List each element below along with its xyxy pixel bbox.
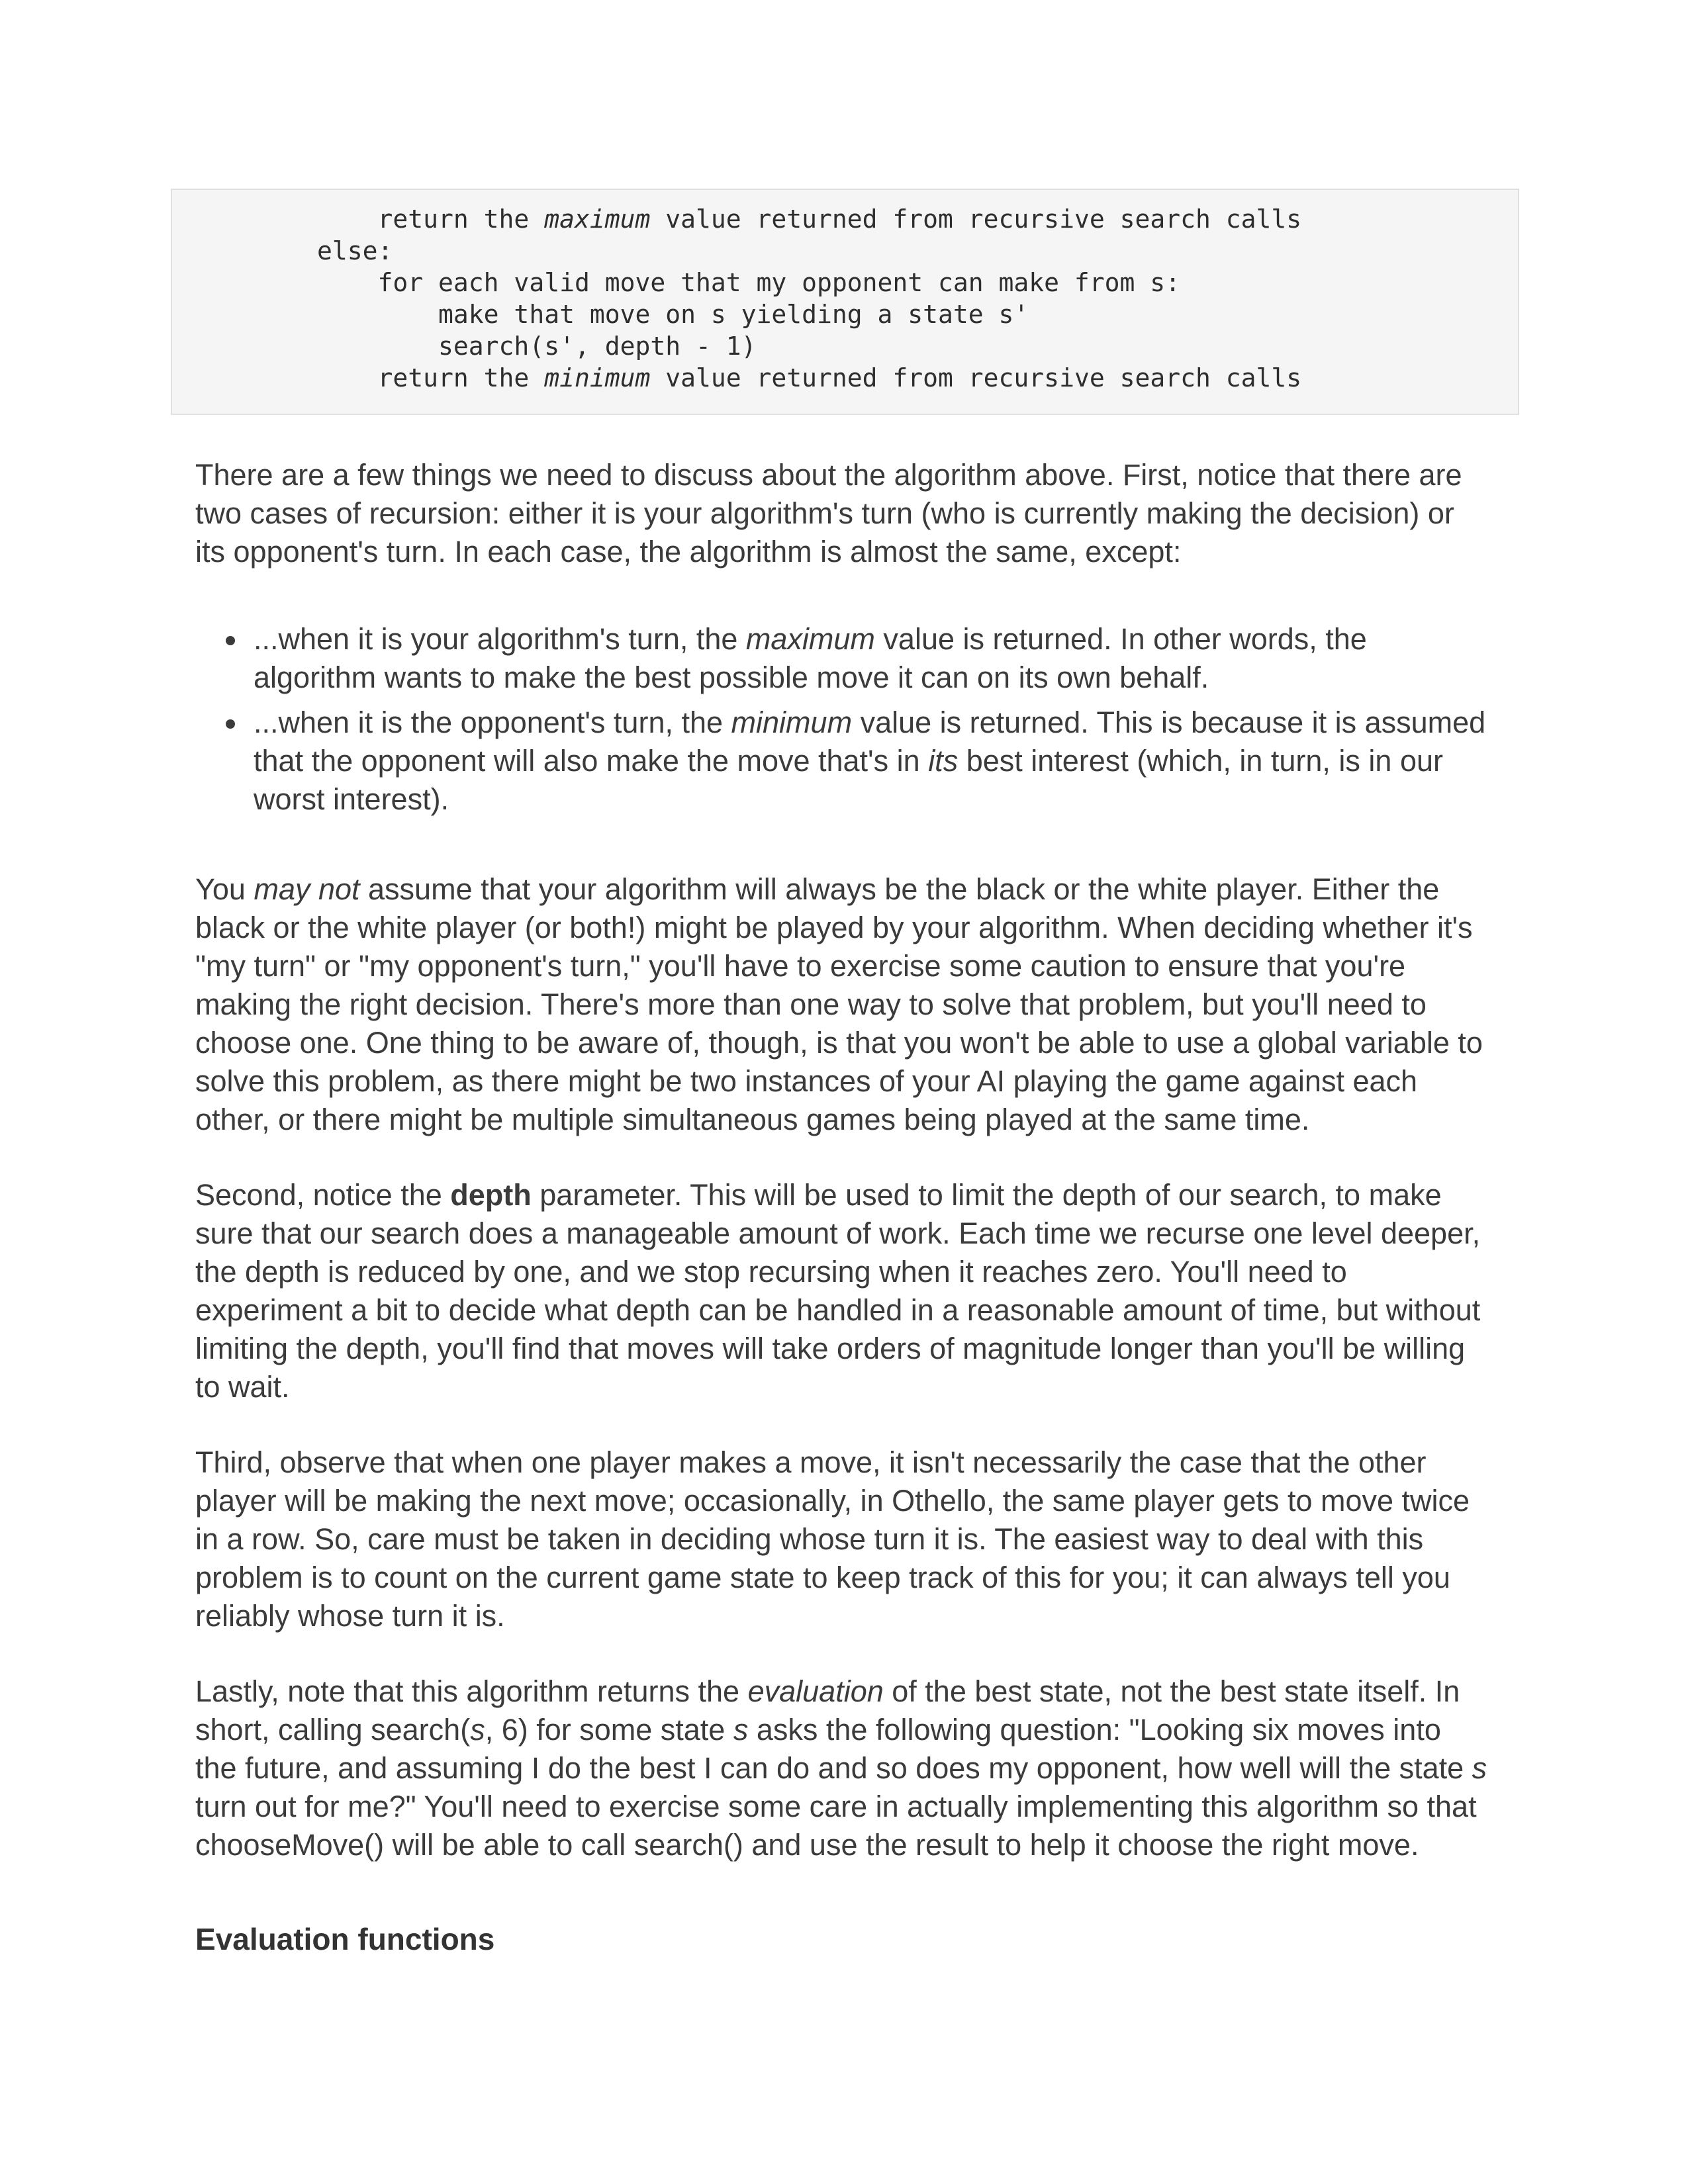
- paragraph-may-not: You may not assume that your algorithm will always be the black or the white player. Either the black or the white player (or both!) might be played by your algorithm. When deciding whether it's "my turn" or "my opponent's turn," you'll have to exercise some caution to ensure that you're making the right decision. There's more than one way to solve that problem, but you'll need to choose one. One thing to be aware of, though, is that you won't be able to use a global variable to solve this problem, as there might be two instances of your AI playing the game against each other, or there might be multiple simultaneous games being played at the same time.: [195, 872, 1483, 1136]
- section-heading-evaluation-functions: Evaluation functions: [195, 1922, 495, 1956]
- code-line: search(s', depth - 1): [196, 332, 757, 361]
- code-line: for each valid move that my opponent can make from s:: [196, 268, 1181, 297]
- code-line: make that move on s yielding a state s': [196, 300, 1029, 329]
- bullet-list: [195, 620, 1489, 819]
- code-line: return the maximum value returned from recursive search calls: [196, 205, 1302, 234]
- paragraph-third: Third, observe that when one player makes a move, it isn't necessarily the case that the other player will be making the next move; occasionally, in Othello, the same player gets to move twice in a row. So, care must be taken in deciding whose turn it is. The easiest way to deal with this problem is to count on the current game state to keep track of this for you; it can always tell you reliably whose turn it is.: [195, 1445, 1470, 1633]
- paragraph-lastly: Lastly, note that this algorithm returns the evaluation of the best state, not the best state itself. In short, calling search(s, 6) for some state s asks the following question: "Looking six moves into the future, and assuming I do the best I can do and so does my opponent, how well will the state s turn out for me?" You'll need to exercise some care in actually implementing this algorithm so that chooseMove() will be able to call search() and use the result to help it choose the right move.: [195, 1674, 1487, 1862]
- code-line: else:: [196, 236, 393, 265]
- code-line: return the minimum value returned from recursive search calls: [196, 363, 1302, 392]
- paragraph-intro: There are a few things we need to discuss about the algorithm above. First, notice that there are two cases of recursion: either it is your algorithm's turn (who is currently making the decision) or its opponent's turn. In each case, the algorithm is almost the same, except:: [195, 458, 1462, 569]
- paragraph-depth: Second, notice the depth parameter. This will be used to limit the depth of our search, to make sure that our search does a manageable amount of work. Each time we recurse one level deeper, the depth is reduced by one, and we stop recursing when it reaches zero. You'll need to experiment a bit to decide what depth can be handled in a reasonable amount of time, but without limiting the depth, you'll find that moves will take orders of magnitude longer than you'll be willing to wait.: [195, 1178, 1481, 1404]
- pseudocode-block: [171, 189, 1519, 415]
- list-item-minimum: • ...when it is the opponent's turn, the minimum value is returned. This is because it is assumed that the opponent will also make the move that's in its best interest (which, in turn, is in our worst interest).: [248, 704, 1489, 819]
- list-item-maximum: • ...when it is your algorithm's turn, the maximum value is returned. In other words, the algorithm wants to make the best possible move it can on its own behalf.: [248, 620, 1489, 697]
